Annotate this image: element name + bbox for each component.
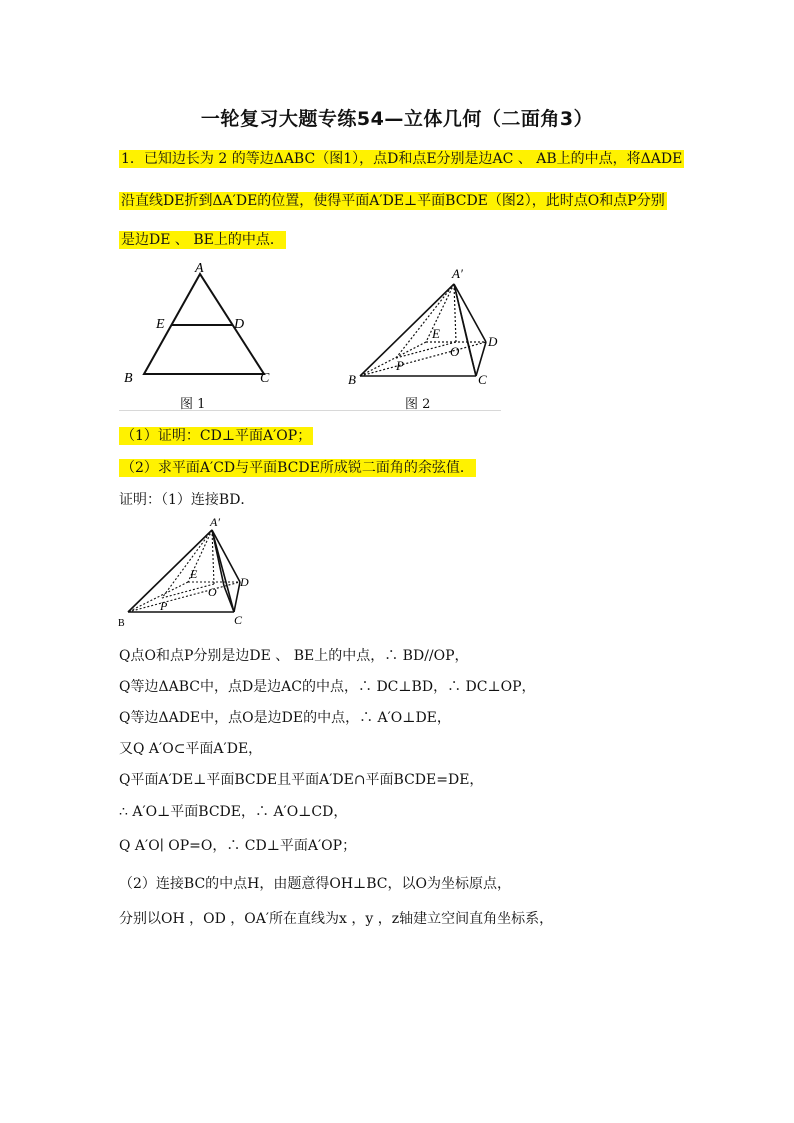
solution-line: ∴ A′O⊥平面BCDE，∴ A′O⊥CD， [119,804,348,820]
page-title: 一轮复习大题专练54—立体几何（二面角3） [200,108,594,130]
problem-line-3: 是边DE 、 BE上的中点． [121,232,284,248]
label-b: B [348,372,356,387]
problem-line-2: 沿直线DE折到ΔA′DE的位置，使得平面A′DE⊥平面BCDE（图2），此时点O和点P分别 [121,193,665,209]
solution-line: 分别以OH ，OD ，OA′所在直线为x ，y ，z轴建立空间直角坐标系， [119,911,554,927]
solution-line: Q等边ΔABC中，点D是边AC的中点，∴ DC⊥BD，∴ DC⊥OP， [119,679,536,695]
solution-line: 又Q A′O⊂平面A′DE， [119,741,263,757]
label-p: P [396,358,404,373]
question-1: （1）证明：CD⊥平面A′OP； [121,428,312,444]
label-p: P [160,599,168,613]
label-d: D [488,334,498,349]
label-c: C [234,613,243,627]
figure-1-triangle [118,258,288,388]
solution-line: （2）连接BC的中点H，由题意得OH⊥BC，以O为坐标原点， [119,876,511,892]
label-a-prime: A′ [452,266,463,281]
label-c: C [260,371,270,386]
figure-3-pyramid [116,514,256,628]
figure-2-pyramid [340,262,510,388]
label-b: B [118,618,125,628]
label-b: B [124,371,133,386]
label-a: A [195,261,204,276]
label-o: O [450,344,460,359]
solution-intro: 证明：（1）连接BD． [119,492,255,508]
solution-line: Q A′O∣ OP=O，∴ CD⊥平面A′OP； [119,838,357,854]
figure-2-caption: 图 2 [405,397,431,412]
label-o: O [208,585,217,599]
label-d: D [240,575,249,589]
label-e: E [432,326,440,341]
figure-divider [119,410,501,411]
solution-line: Q点O和点P分别是边DE 、 BE上的中点，∴ BD//OP， [119,648,469,664]
solution-line: Q平面A′DE⊥平面BCDE且平面A′DE∩平面BCDE=DE， [119,772,484,788]
label-e: E [190,567,198,581]
label-d: D [234,317,245,332]
solution-line: Q等边ΔADE中，点O是边DE的中点，∴ A′O⊥DE， [119,710,451,726]
label-c: C [478,372,487,387]
problem-line-1: 1．已知边长为 2 的等边ΔABC（图1），点D和点E分别是边AC 、 AB上的中点，将ΔADE [121,151,683,167]
question-2: （2）求平面A′CD与平面BCDE所成锐二面角的余弦值． [121,460,474,476]
figure-1-caption: 图 1 [180,397,206,412]
label-a-prime: A′ [210,515,220,529]
label-e: E [156,317,165,332]
